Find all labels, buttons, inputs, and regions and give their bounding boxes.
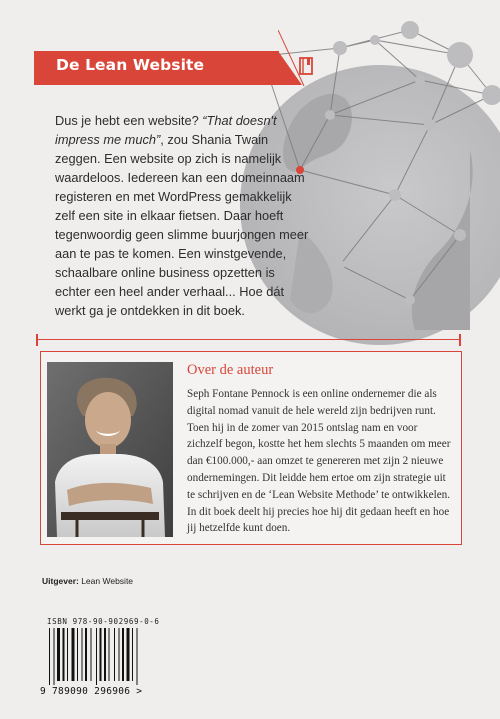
isbn-text: ISBN 978-90-902969-0-6 [47, 617, 160, 626]
section-divider [37, 339, 460, 340]
author-photo [47, 362, 173, 537]
author-bio: Seph Fontane Pennock is een online ondernemer die als digital nomad vanuit de hele wereld zijn bedrijven runt. Toen hij in de zomer van 2015 ontslag nam en voor zichzelf begon, kostte het hem slechts 5 maanden om meer dan €100.000,- aan omzet te genereren met zijn 2 nieuwe ondernemingen. Dit leidde hem ertoe om zijn strategie uit te schrijven en de ‘Lean Website Methode’ te ontwikkelen. In dit boek deelt hij precies hoe hij dit gedaan heeft en hoe jij hetzelfde kunt doen. [187, 388, 451, 535]
publisher-line [42, 576, 133, 586]
barcode [47, 628, 162, 685]
book-title: De Lean Website [56, 56, 205, 74]
divider-tick-right [459, 334, 461, 346]
intro-quote: “That doesn't impress me much” [55, 113, 277, 147]
intro-text-rest: , zou Shania Twain zeggen. Een website op zich is namelijk waardeloos. Iedereen kan een domeinnaam registeren en met WordPress gemakkelijk zelf een site in elkaar fietsen. Daar hoeft tegenwoordig geen slimme buurjongen meer aan te pas te komen. Een winstgevende, schaalbare online business opzetten is echter een heel ander verhaal... Hoe dát werkt ga je ontdekken in dit boek. [55, 132, 309, 318]
intro-text-start: Dus je hebt een website? [55, 113, 203, 128]
book-icon [297, 55, 317, 77]
intro-paragraph [55, 111, 313, 320]
divider-tick-left [36, 334, 38, 346]
author-heading: Over de auteur [187, 362, 274, 378]
publisher-name: Lean Website [78, 576, 134, 586]
barcode-digits: 9 789090 296906 > [40, 686, 143, 697]
publisher-label: Uitgever: [42, 576, 79, 586]
